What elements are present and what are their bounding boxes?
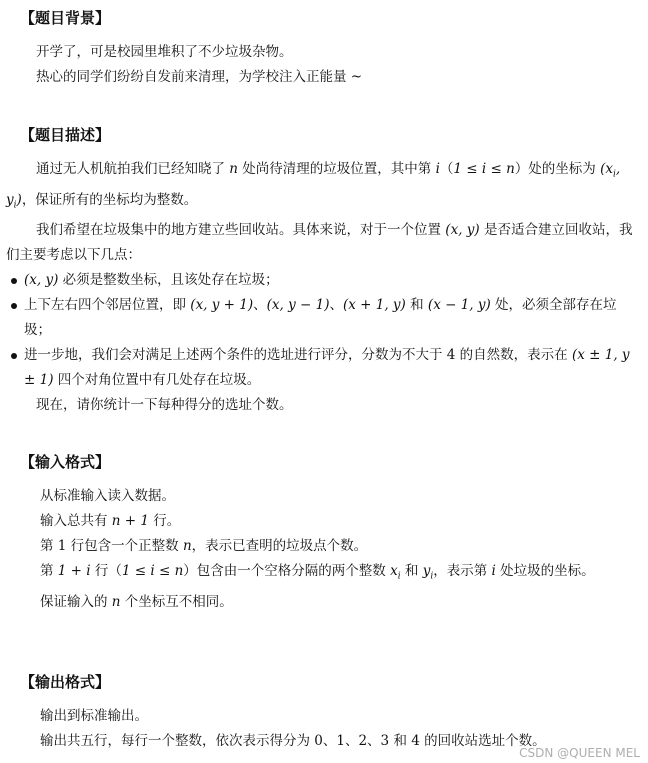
input-line-5 xyxy=(0,590,648,615)
text: 是否适合建立回收站，我们主要考虑以下几点： xyxy=(6,222,633,264)
math-xy: (x, y) xyxy=(24,272,59,289)
text: 通过无人机航拍我们已经知晓了 xyxy=(36,161,230,177)
background-line-2: 热心的同学们纷纷自发前来清理，为学校注入正能量 ~ xyxy=(36,69,363,85)
input-line-4 xyxy=(0,559,648,590)
section-heading-input: 【输入格式】 xyxy=(20,453,111,471)
text: 行。 xyxy=(148,513,181,529)
output-line-2: 输出共五行，每行一个整数，依次表示得分为 0、1、2、3 和 4 的回收站选址个数。 xyxy=(40,733,546,749)
math-i: i xyxy=(435,161,440,177)
text: 上下左右四个邻居位置，即 xyxy=(24,297,191,314)
section-heading-background: 【题目背景】 xyxy=(20,9,111,27)
input-line-3 xyxy=(0,534,648,559)
math-xy: (x, y) xyxy=(445,222,480,239)
math-part: x xyxy=(390,563,398,579)
list-item xyxy=(6,343,636,393)
math-diagonal: (x ± 1, y ± 1) xyxy=(24,347,630,389)
text: （ xyxy=(439,161,454,177)
section-description xyxy=(0,125,648,418)
math-neighbor: (x + 1, y) xyxy=(342,297,406,314)
math-n: n xyxy=(111,593,121,610)
text: 我们希望在垃圾集中的地方建立些回收站。具体来说，对于一个位置 xyxy=(36,222,446,239)
section-output xyxy=(0,672,648,754)
text: 个坐标互不相同。 xyxy=(120,593,233,610)
section-background xyxy=(0,8,648,90)
text: ，表示第 xyxy=(433,563,492,579)
description-paragraph-2 xyxy=(0,218,648,268)
text: 四个对角位置中有几处存在垃圾。 xyxy=(53,372,261,389)
text: 保证输入的 xyxy=(40,593,112,610)
text: 第 xyxy=(40,563,58,579)
text: 输入总共有 xyxy=(40,513,112,529)
math-xi xyxy=(390,563,401,582)
math-subscript: i xyxy=(430,571,434,582)
text: ）包含由一个空格分隔的两个整数 xyxy=(183,563,391,579)
math-four: 4 xyxy=(446,347,456,364)
output-line-1: 输出到标准输出。 xyxy=(40,708,148,724)
math-part: (x xyxy=(600,161,613,177)
text: 和 xyxy=(400,563,423,579)
description-paragraph-1 xyxy=(0,157,648,218)
section-heading-description: 【题目描述】 xyxy=(20,126,111,144)
background-line-1: 开学了，可是校园里堆积了不少垃圾杂物。 xyxy=(36,44,293,60)
section-input xyxy=(0,452,648,615)
section-heading-output: 【输出格式】 xyxy=(20,673,111,691)
math-n: n xyxy=(229,161,238,177)
math-neighbor: (x, y + 1) xyxy=(190,297,254,314)
math-subscript: i xyxy=(613,169,616,180)
text: ，保证所有的坐标均为整数。 xyxy=(21,191,198,208)
math-part: y xyxy=(422,563,431,579)
math-range: 1 ≤ i ≤ n xyxy=(453,161,515,177)
math-neighbor: (x − 1, y) xyxy=(427,297,491,314)
text: 进一步地，我们会对满足上述两个条件的选址进行评分，分数为不大于 xyxy=(24,347,447,364)
text: 第 1 行包含一个正整数 xyxy=(40,538,183,554)
math-expr: 1 + i xyxy=(57,563,91,579)
math-n: n xyxy=(182,538,192,554)
text: ，表示已查明的垃圾点个数。 xyxy=(191,538,368,554)
list-item xyxy=(6,293,636,343)
watermark: CSDN @QUEEN MEL xyxy=(519,746,640,760)
math-expr: n + 1 xyxy=(111,513,149,529)
text: 处，必须全部存在垃圾； xyxy=(24,297,617,339)
math-part: , y xyxy=(6,161,621,208)
text: 必须是整数坐标，且该处存在垃圾； xyxy=(58,272,279,289)
input-line-1: 从标准输入读入数据。 xyxy=(40,488,175,504)
math-yi xyxy=(422,563,434,582)
text: 、 xyxy=(253,297,267,314)
text: 的自然数，表示在 xyxy=(455,347,572,364)
math-part: ) xyxy=(16,191,22,208)
text: 和 xyxy=(405,297,428,314)
text: 处垃圾的坐标。 xyxy=(495,563,595,579)
text: ）处的坐标为 xyxy=(514,161,601,177)
math-subscript: i xyxy=(13,200,17,211)
input-line-2 xyxy=(0,509,648,534)
list-item xyxy=(6,268,636,293)
description-closing: 现在，请你统计一下每种得分的选址个数。 xyxy=(36,397,293,414)
math-i: i xyxy=(491,563,496,579)
text: 、 xyxy=(329,297,343,314)
math-neighbor: (x, y − 1) xyxy=(266,297,330,314)
condition-list xyxy=(0,268,648,393)
text: 处尚待清理的垃圾位置，其中第 xyxy=(238,161,436,177)
math-subscript: i xyxy=(397,571,401,582)
text: 行（ xyxy=(90,563,122,579)
math-range: 1 ≤ i ≤ n xyxy=(121,563,184,579)
